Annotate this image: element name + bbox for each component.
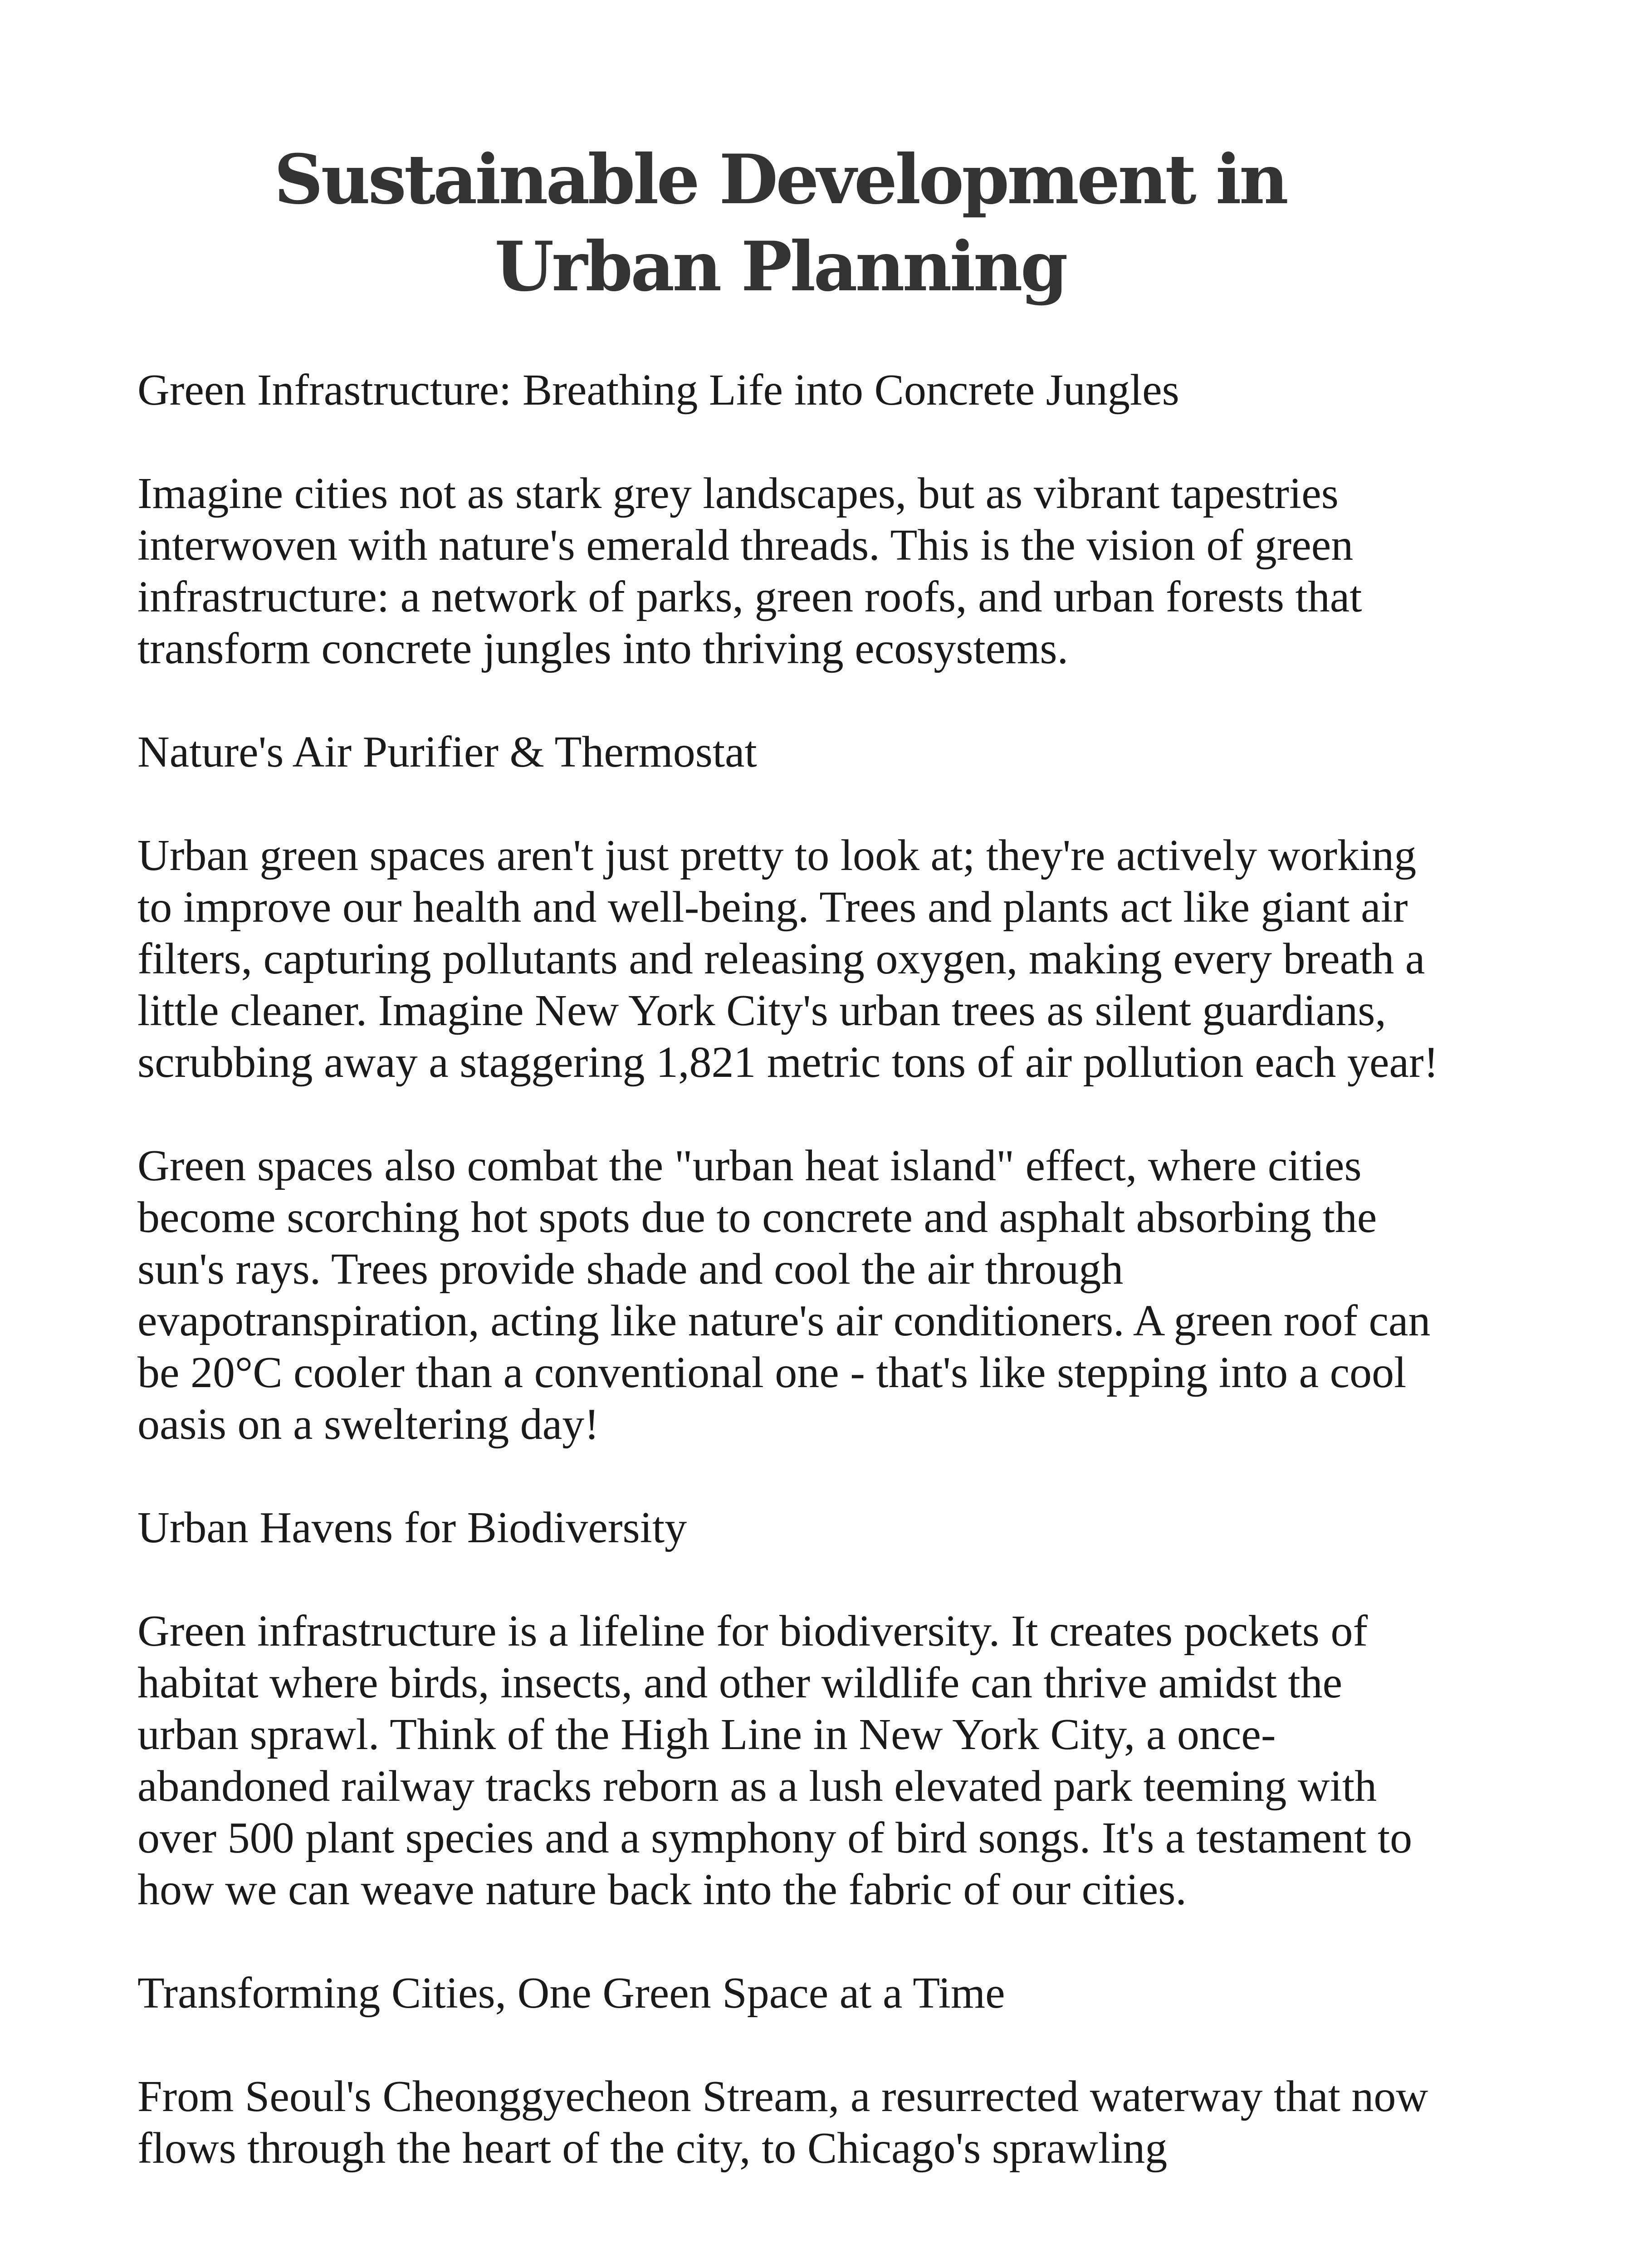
section-subheading-green-infrastructure: Green Infrastructure: Breathing Life into Concrete Jungles [137, 366, 1179, 415]
body-paragraph-air-filters: Urban green spaces aren't just pretty to look at; they're actively working to improve our health and well-being. Trees and plants act like giant air filters, capturing pollutants and releasing oxygen, making every breath a little cleaner. Imagine New York City's urban trees as silent guardians, scrubbing away a staggering 1,821 metric tons of air pollution each year! [137, 831, 1439, 1087]
body-paragraph-heat-island: Green spaces also combat the "urban heat island" effect, where cities become scorching hot spots due to concrete and asphalt absorbing the sun's rays. Trees provide shade and cool the air through evapotranspiration, acting like nature's air conditioners. A green roof can be 20°C cooler than a conventional one - that's like stepping into a cool oasis on a sweltering day! [137, 1141, 1431, 1449]
body-paragraph-green-infrastructure-intro: Imagine cities not as stark grey landscapes, but as vibrant tapestries interwoven with nature's emerald threads. This is the vision of green infrastructure: a network of parks, green roofs, and urban forests that transform concrete jungles into thriving ecosystems. [137, 469, 1362, 673]
section-subheading-air-purifier: Nature's Air Purifier & Thermostat [137, 728, 757, 777]
body-paragraph-biodiversity: Green infrastructure is a lifeline for biodiversity. It creates pockets of habitat where birds, insects, and other wildlife can thrive amidst the urban sprawl. Think of the High Line in New York City, a once-abandoned railway tracks reborn as a lush elevated park teeming with over 500 plant species and a symphony of bird songs. It's a testament to how we can weave nature back into the fabric of our cities. [137, 1607, 1413, 1914]
document-body [137, 364, 1453, 2226]
section-subheading-transforming-cities: Transforming Cities, One Green Space at a Time [137, 1969, 1005, 2018]
page-title: Sustainable Development in Urban Planning [274, 140, 1286, 307]
section-subheading-biodiversity: Urban Havens for Biodiversity [137, 1503, 687, 1552]
body-paragraph-transforming-cities: From Seoul's Cheonggyecheon Stream, a resurrected waterway that now flows through the heart of the city, to Chicago's sprawling [137, 2072, 1428, 2173]
